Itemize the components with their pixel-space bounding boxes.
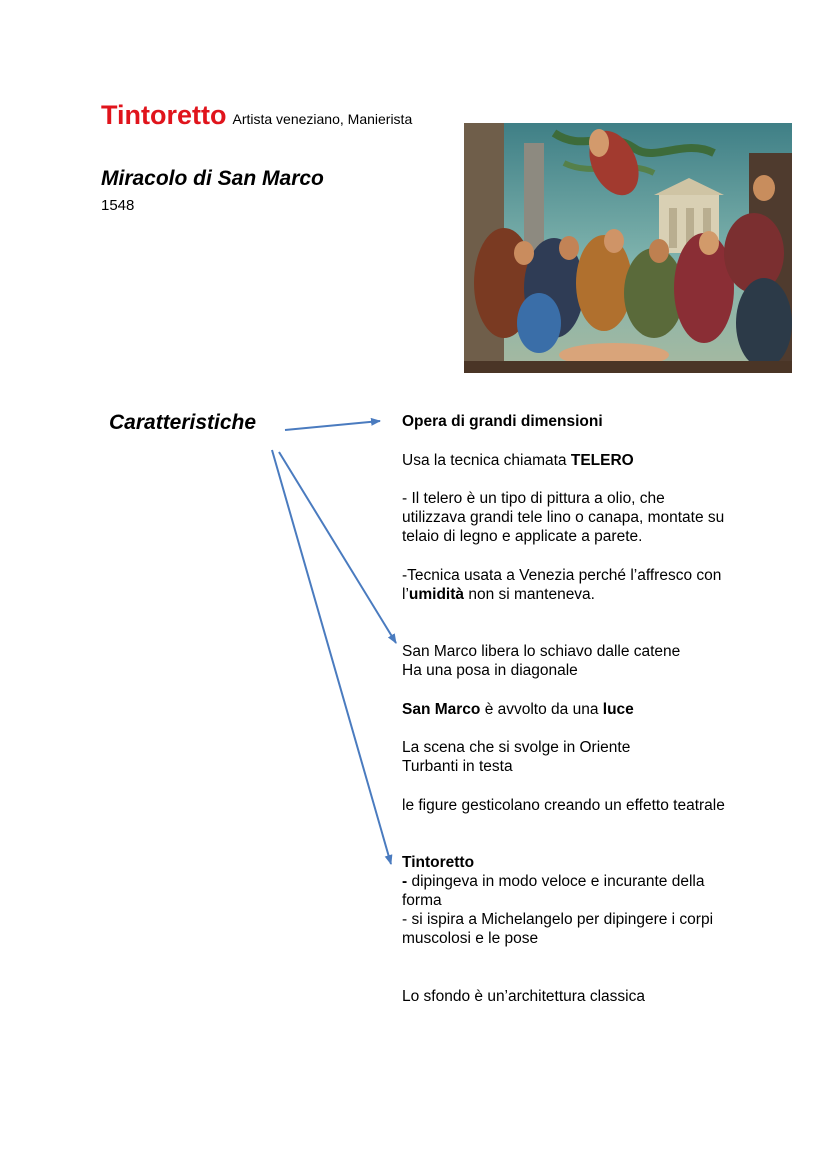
telero-line-3: telaio di legno e applicate a parete.	[402, 528, 643, 545]
humidity-word: umidità	[408, 586, 465, 603]
tintoretto-line-3: - si ispira a Michelangelo per dipingere i corpi	[402, 911, 714, 928]
tintoretto-line-1-text: dipingeva in modo veloce e incurante della	[407, 873, 705, 890]
artwork-year: 1548	[101, 197, 135, 214]
technique-prefix: Usa la tecnica chiamata	[402, 452, 571, 469]
tintoretto-heading: Tintoretto	[402, 854, 475, 871]
background-line: Lo sfondo è un’architettura classica	[402, 988, 645, 1005]
artist-name: Tintoretto	[101, 100, 227, 130]
section-heading: Caratteristiche	[109, 411, 257, 434]
arrow-to-tintoretto	[272, 450, 391, 864]
artist-description: Artista veneziano, Manierista	[232, 111, 413, 127]
tintoretto-line-1	[402, 872, 704, 892]
tintoretto-line-4: muscolosi e le pose	[402, 930, 539, 947]
scene-line-2: Turbanti in testa	[402, 758, 513, 775]
light-bold-1: San Marco	[402, 701, 481, 718]
venice-line-1: -Tecnica usata a Venezia perché l’affresco con	[402, 567, 722, 584]
artwork-title: Miracolo di San Marco	[101, 167, 324, 190]
technique-line	[402, 451, 634, 471]
san-marco-line-2: Ha una posa in diagonale	[402, 662, 578, 679]
figures-line: le figure gesticolano creando un effetto teatrale	[402, 797, 725, 814]
technique-name: TELERO	[570, 452, 634, 469]
telero-line-1: - Il telero è un tipo di pittura a olio, che	[402, 490, 665, 507]
arrow-to-san-marco	[279, 452, 396, 643]
light-bold-2: luce	[602, 701, 634, 718]
tintoretto-line-1-dash: -	[402, 873, 408, 890]
venice-line-2-suffix: non si manteneva.	[464, 586, 595, 603]
san-marco-line-1: San Marco libera lo schiavo dalle catene	[402, 643, 681, 660]
venice-line-2-prefix: l’	[402, 586, 409, 603]
dimensions-heading: Opera di grandi dimensioni	[402, 413, 603, 430]
arrow-to-dimensions	[285, 421, 380, 430]
scene-line-1: La scena che si svolge in Oriente	[402, 739, 631, 756]
light-line	[402, 700, 634, 720]
venice-line-2	[402, 585, 595, 605]
tintoretto-line-2: forma	[402, 892, 442, 909]
light-middle: è avvolto da una	[480, 701, 603, 718]
telero-line-2: utilizzava grandi tele lino o canapa, montate su	[402, 509, 725, 526]
